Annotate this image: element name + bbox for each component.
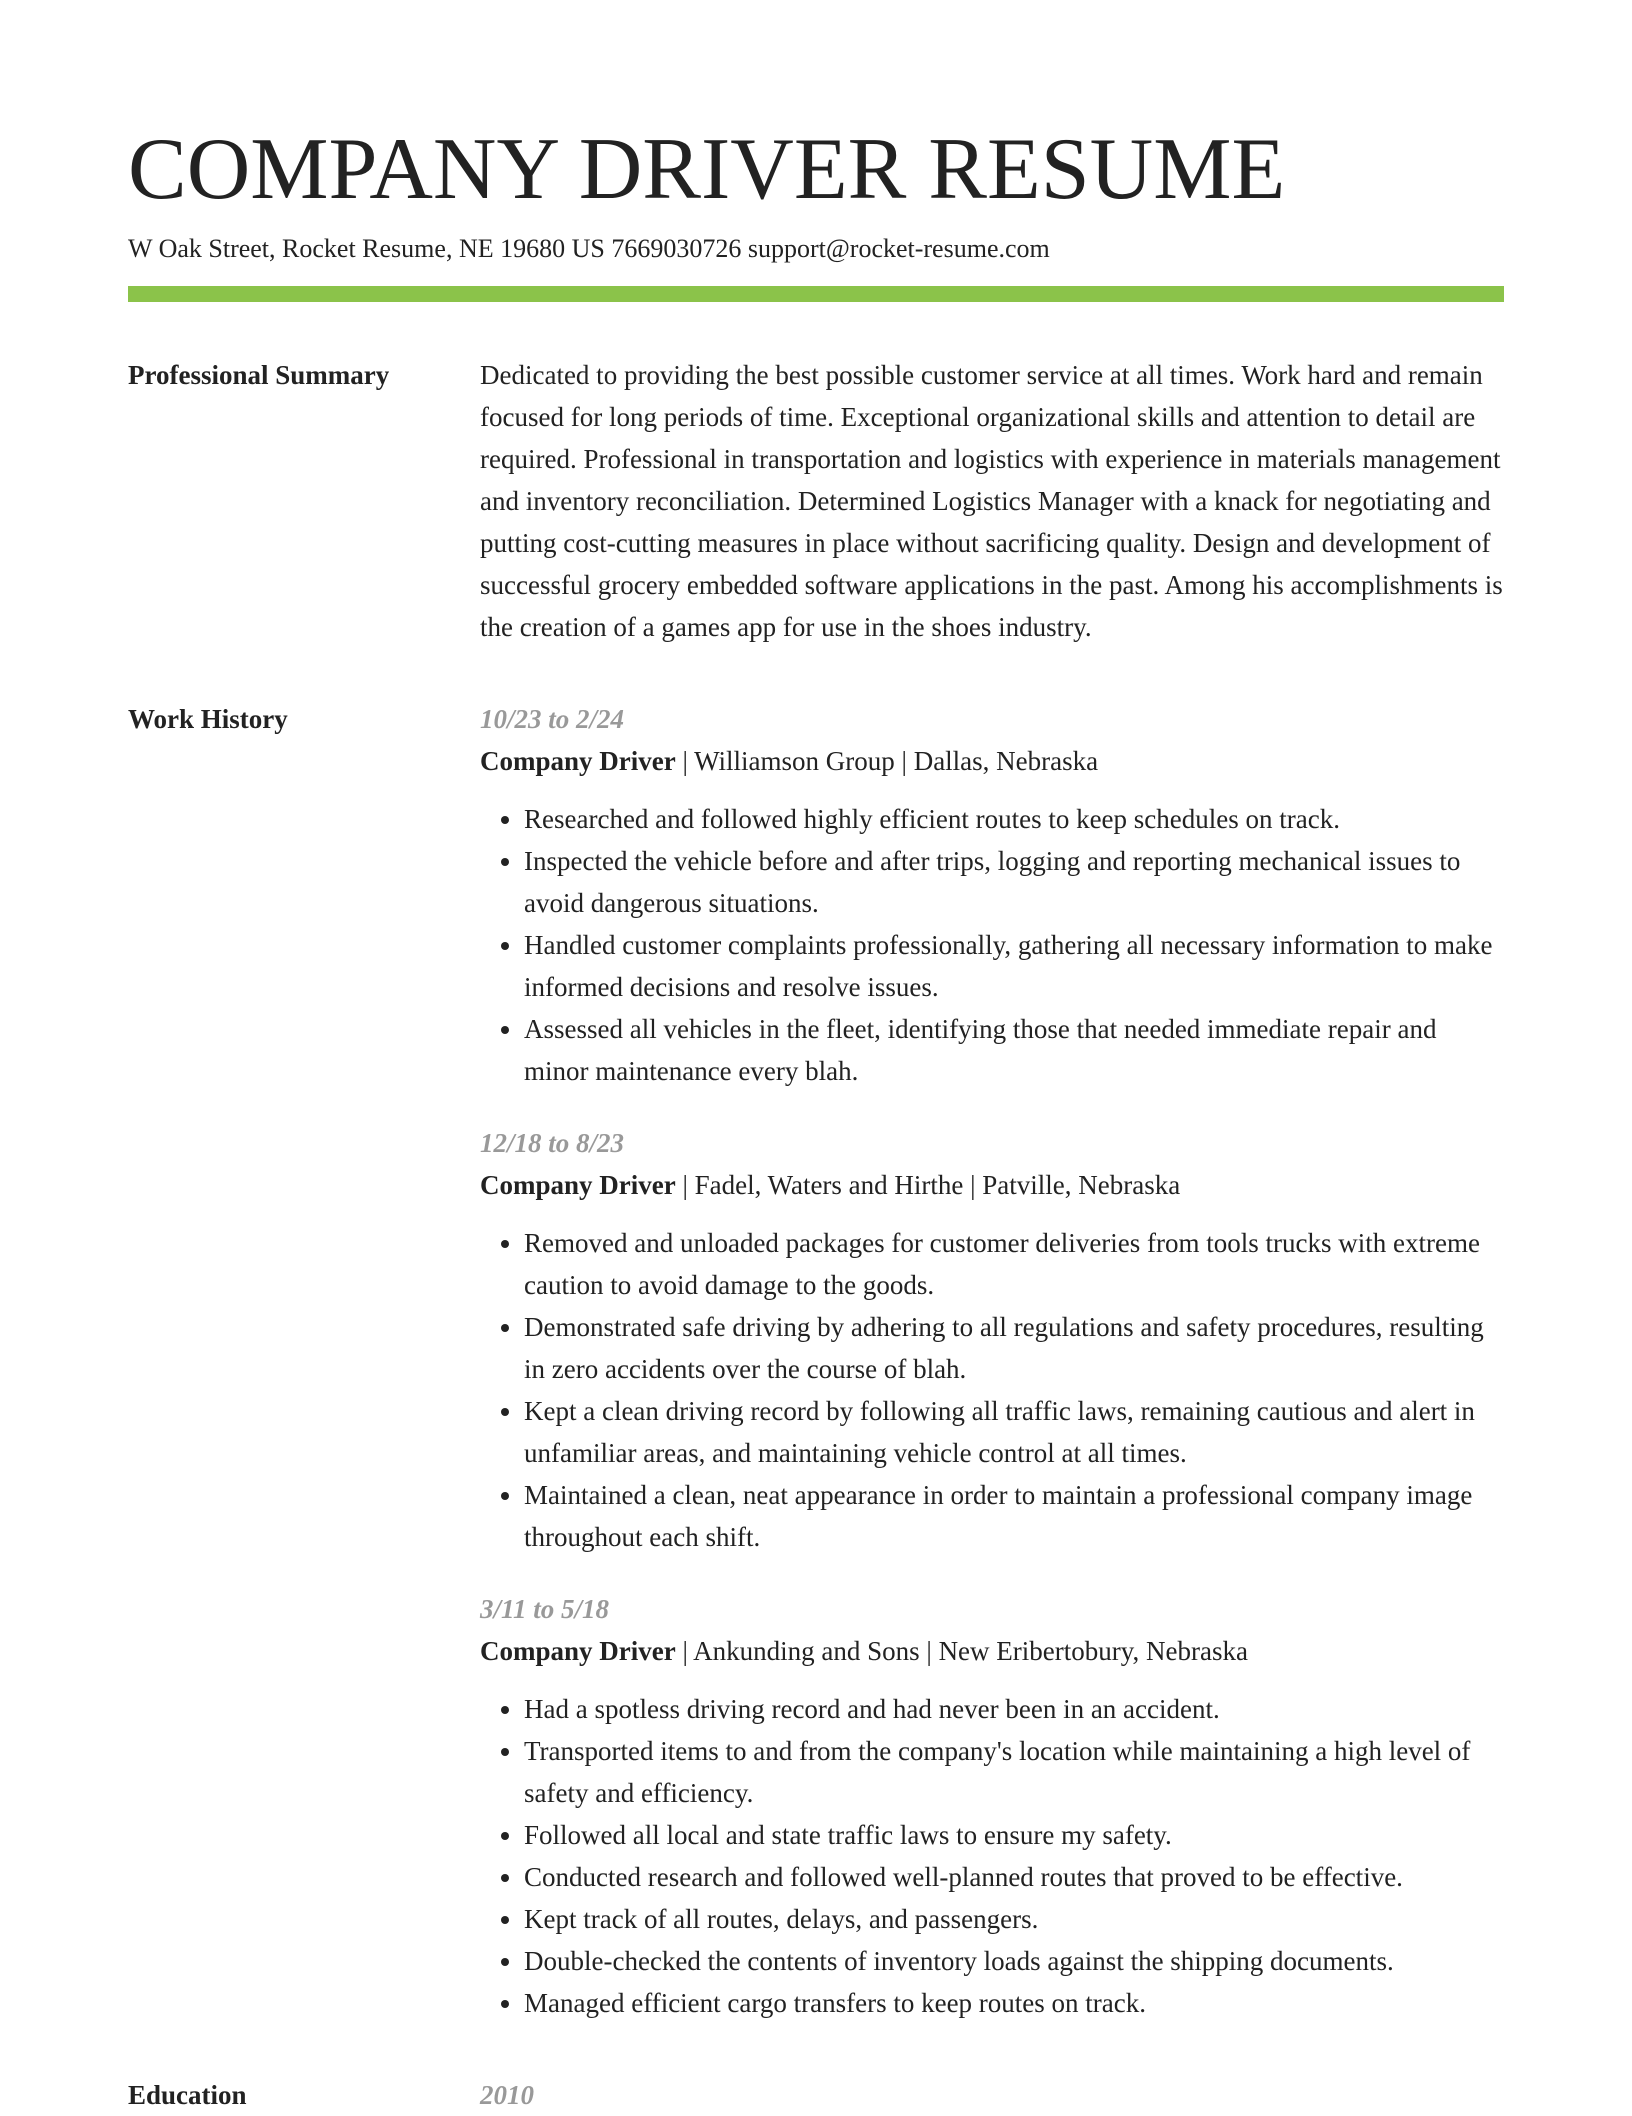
job-heading [480, 740, 1504, 782]
accent-divider [128, 286, 1504, 302]
list-item: • Kept a clean driving record by following all traffic laws, remaining cautious and alert in unfamiliar areas, and maintaining vehicle control at all times. [524, 1390, 1504, 1474]
list-item: • Followed all local and state traffic laws to ensure my safety. [524, 1814, 1504, 1856]
section-body [480, 354, 1504, 648]
job-dates: 12/18 to 8/23 [480, 1128, 625, 1158]
job-dates: 10/23 to 2/24 [480, 704, 625, 734]
job-heading [480, 1630, 1504, 1672]
section-label: Education [128, 2080, 247, 2110]
work-history-list [480, 698, 1504, 2024]
job-heading [480, 1164, 1504, 1206]
resume-page [128, 118, 1504, 2116]
section-label: Work History [128, 704, 288, 734]
job-entry [480, 698, 1504, 1092]
summary-text: Dedicated to providing the best possible customer service at all times. Work hard and remain focused for long periods of time. Exceptional organizational skills and attention to detail are required. Professional in transportation and logistics with experience in materials management and inventory reconciliation. Determined Logistics Manager with a knack for negotiating and putting cost-cutting measures in place without sacrificing quality. Design and development of successful grocery embedded software applications in the past. Among his accomplishments is the creation of a games app for use in the shoes industry. [480, 360, 1503, 642]
list-item: • Managed efficient cargo transfers to keep routes on track. [524, 1982, 1504, 2024]
list-item: • Maintained a clean, neat appearance in order to maintain a professional company image throughout each shift. [524, 1474, 1504, 1558]
job-details: | Fadel, Waters and Hirthe | Patville, Nebraska [675, 1170, 1181, 1200]
list-item: • Inspected the vehicle before and after trips, logging and reporting mechanical issues to avoid dangerous situations. [524, 840, 1504, 924]
list-item: • Handled customer complaints professionally, gathering all necessary information to make informed decisions and resolve issues. [524, 924, 1504, 1008]
list-item: • Double-checked the contents of inventory loads against the shipping documents. [524, 1940, 1504, 1982]
list-item: • Researched and followed highly efficient routes to keep schedules on track. [524, 798, 1504, 840]
section-label: Professional Summary [128, 360, 390, 390]
education-year: 2010 [480, 2080, 534, 2110]
list-item: • Conducted research and followed well-planned routes that proved to be effective. [524, 1856, 1504, 1898]
list-item: • Assessed all vehicles in the fleet, identifying those that needed immediate repair and minor maintenance every blah. [524, 1008, 1504, 1092]
list-item: • Kept track of all routes, delays, and passengers. [524, 1898, 1504, 1940]
list-item: • Transported items to and from the company's location while maintaining a high level of safety and efficiency. [524, 1730, 1504, 1814]
job-title: Company Driver [480, 1636, 676, 1666]
work-history-section [128, 698, 1504, 2024]
job-bullet-list [480, 798, 1504, 1092]
resume-title: COMPANY DRIVER RESUME [128, 121, 1286, 218]
list-item: • Had a spotless driving record and had never been in an accident. [524, 1688, 1504, 1730]
contact-line: W Oak Street, Rocket Resume, NE 19680 US 7669030726 support@rocket-resume.com [128, 234, 1050, 263]
list-item: • Removed and unloaded packages for customer deliveries from tools trucks with extreme caution to avoid damage to the goods. [524, 1222, 1504, 1306]
job-entry [480, 1588, 1504, 2024]
job-title: Company Driver [480, 1170, 676, 1200]
list-item: • Demonstrated safe driving by adhering to all regulations and safety procedures, resulting in zero accidents over the course of blah. [524, 1306, 1504, 1390]
job-dates: 3/11 to 5/18 [480, 1594, 610, 1624]
section-body [480, 2074, 1504, 2116]
job-entry [480, 1122, 1504, 1558]
job-bullet-list [480, 1222, 1504, 1558]
job-title: Company Driver [480, 746, 676, 776]
job-details: | Williamson Group | Dallas, Nebraska [675, 746, 1099, 776]
job-bullet-list [480, 1688, 1504, 2024]
education-section [128, 2074, 1504, 2116]
professional-summary-section [128, 354, 1504, 648]
job-details: | Ankunding and Sons | New Eribertobury, Nebraska [675, 1636, 1248, 1666]
